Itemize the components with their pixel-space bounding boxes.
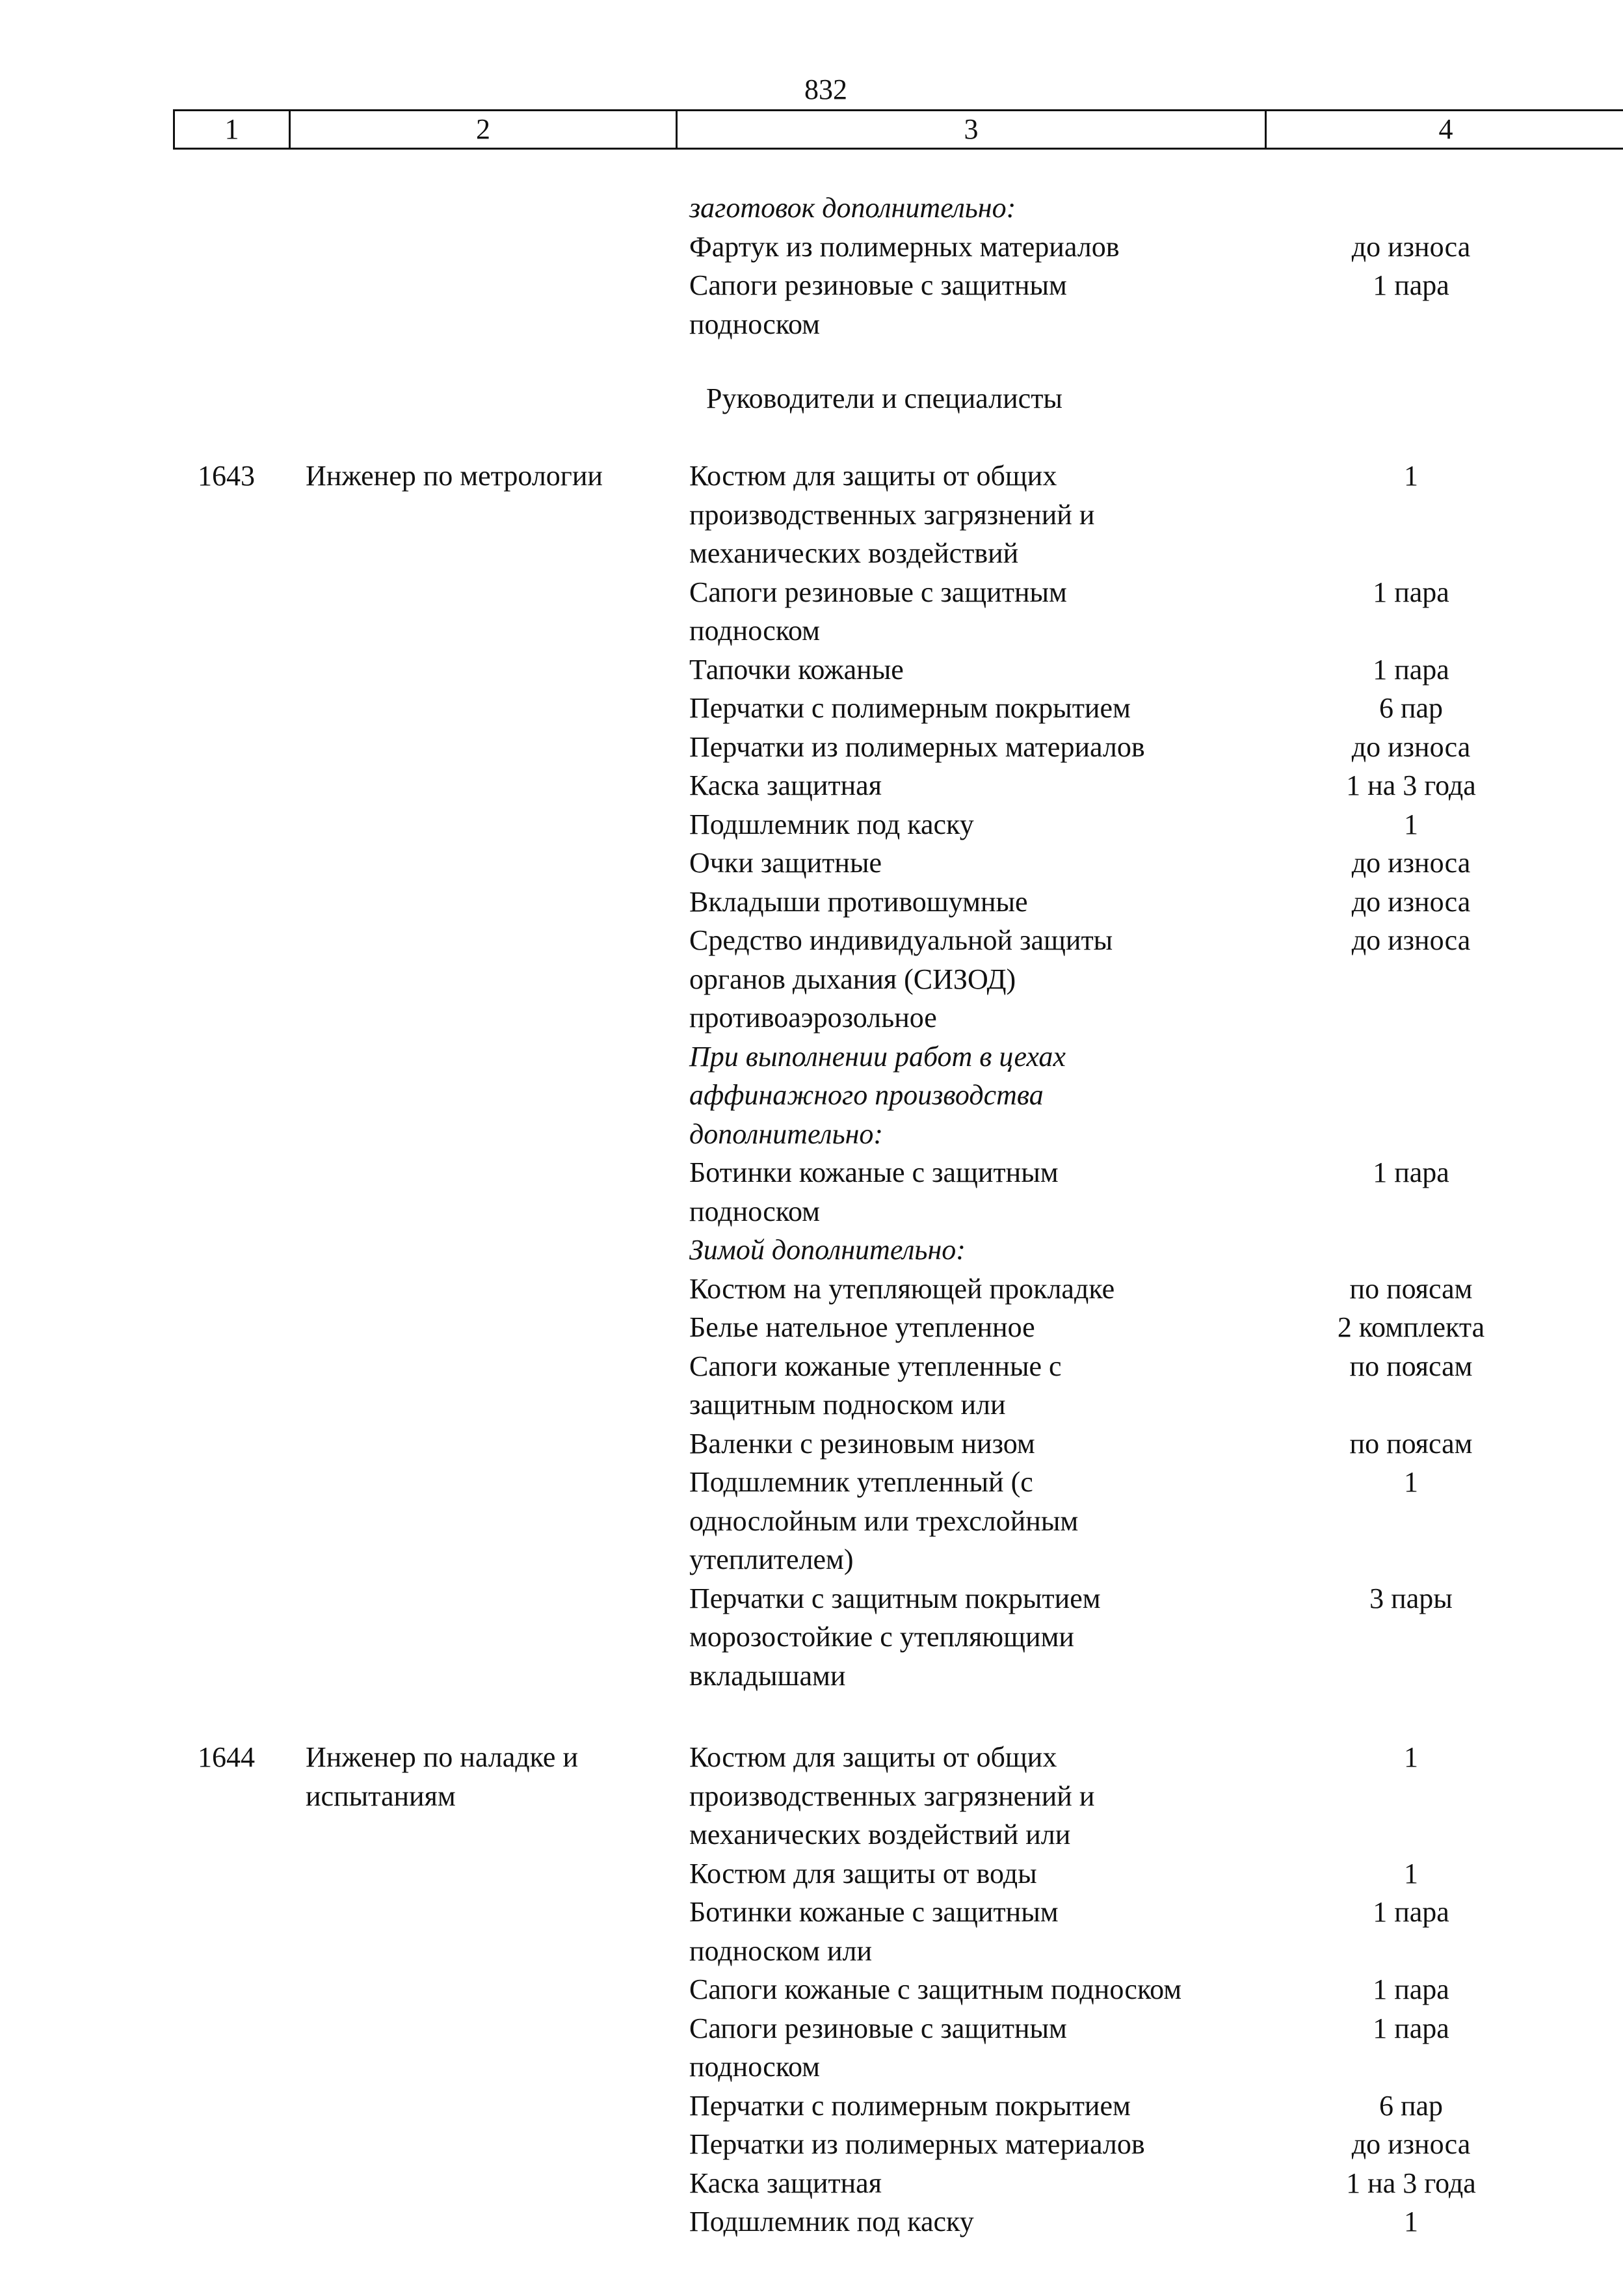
item-text: Перчатки из полимерных материалов xyxy=(689,2128,1145,2160)
item-text: Подшлемник под каску xyxy=(689,2206,974,2237)
item-quantity: 2 комплекта xyxy=(1337,1311,1485,1343)
item-text: Ботинки кожаные с защитным xyxy=(689,1896,1059,1928)
item-text: Подшлемник утепленный (с xyxy=(689,1466,1033,1498)
item-text: Тапочки кожаные xyxy=(689,653,904,686)
item-text: механических воздействий xyxy=(689,537,1019,569)
item-text: утеплителем) xyxy=(689,1543,854,1575)
job-title: Инженер по метрологии xyxy=(306,460,603,492)
item-text: Костюм на утепляющей прокладке xyxy=(689,1272,1115,1305)
entry-number: 1643 xyxy=(198,460,255,492)
item-text: Сапоги резиновые с защитным xyxy=(689,2012,1067,2044)
item-text: Перчатки с полимерным покрытием xyxy=(689,2089,1131,2122)
item-text: подноском xyxy=(689,308,820,340)
item-quantity: 1 xyxy=(1404,2206,1418,2237)
item-text: однослойным или трехслойным xyxy=(689,1504,1079,1537)
item-text: подноском xyxy=(689,2051,820,2083)
item-quantity: до износа xyxy=(1351,847,1471,879)
column-header-1: 1 xyxy=(175,111,291,148)
item-text: Перчатки с полимерным покрытием xyxy=(689,692,1131,724)
item-quantity: 1 xyxy=(1404,1466,1418,1498)
item-quantity: до износа xyxy=(1351,230,1471,263)
item-quantity: 1 xyxy=(1404,460,1418,492)
item-text: аффинажного производства xyxy=(689,1079,1044,1111)
item-text: подноском xyxy=(689,1195,820,1227)
item-text: вкладышами xyxy=(689,1659,846,1692)
item-text: механических воздействий или xyxy=(689,1819,1071,1850)
item-text: органов дыхания (СИЗОД) xyxy=(689,963,1016,995)
item-text: дополнительно: xyxy=(689,1117,884,1150)
item-text: Сапоги резиновые с защитным xyxy=(689,269,1067,301)
item-text: производственных загрязнений и xyxy=(689,498,1095,531)
item-text: производственных загрязнений и xyxy=(689,1780,1095,1812)
item-quantity: 1 пара xyxy=(1373,1973,1449,2005)
item-text: Сапоги кожаные утепленные с xyxy=(689,1350,1062,1382)
item-text: Ботинки кожаные с защитным xyxy=(689,1156,1059,1188)
item-quantity: 1 на 3 года xyxy=(1346,769,1476,801)
item-quantity: 1 на 3 года xyxy=(1346,2167,1476,2199)
page-number: 832 xyxy=(804,73,847,105)
item-text: Фартук из полимерных материалов xyxy=(689,230,1120,263)
item-text: Подшлемник под каску xyxy=(689,808,974,840)
item-quantity: 6 пар xyxy=(1379,692,1444,724)
item-quantity: до износа xyxy=(1351,924,1471,956)
column-header-4: 4 xyxy=(1438,113,1453,145)
item-quantity: 6 пар xyxy=(1379,2089,1444,2122)
item-text: Костюм для защиты от воды xyxy=(689,1857,1037,1889)
column-header-2: 2 xyxy=(291,111,678,148)
job-title: испытаниям xyxy=(306,1780,456,1812)
item-text: Каска защитная xyxy=(689,769,882,801)
item-text: защитным подноском или xyxy=(689,1389,1006,1421)
item-text: подноском или xyxy=(689,1934,873,1967)
item-quantity: 1 пара xyxy=(1373,653,1449,686)
item-text: Костюм для защиты от общих xyxy=(689,460,1057,492)
item-quantity: по поясам xyxy=(1349,1350,1473,1382)
item-text: Сапоги резиновые с защитным xyxy=(689,576,1067,608)
item-text: Белье нательное утепленное xyxy=(689,1311,1035,1343)
item-quantity: до износа xyxy=(1351,730,1471,763)
item-text: Средство индивидуальной защиты xyxy=(689,924,1113,956)
item-text: заготовок дополнительно: xyxy=(689,192,1016,224)
item-text: Перчатки из полимерных материалов xyxy=(689,730,1145,763)
item-text: Костюм для защиты от общих xyxy=(689,1741,1057,1773)
item-text: Вкладыши противошумные xyxy=(689,885,1028,918)
item-text: подноском xyxy=(689,615,820,647)
section-title: Руководители и специалисты xyxy=(706,382,1062,414)
item-quantity: 1 пара xyxy=(1373,269,1449,301)
item-quantity: по поясам xyxy=(1349,1427,1473,1460)
item-quantity: 1 пара xyxy=(1373,1156,1449,1188)
item-text: Сапоги кожаные с защитным подноском xyxy=(689,1973,1182,2005)
item-quantity: по поясам xyxy=(1349,1272,1473,1305)
item-text: Каска защитная xyxy=(689,2167,882,2199)
item-text: При выполнении работ в цехах xyxy=(689,1040,1066,1073)
item-quantity: 1 xyxy=(1404,1741,1418,1773)
item-quantity: до износа xyxy=(1351,885,1471,918)
item-quantity: до износа xyxy=(1351,2128,1471,2160)
item-quantity: 1 пара xyxy=(1373,576,1449,608)
item-quantity: 1 пара xyxy=(1373,1896,1449,1928)
item-text: Зимой дополнительно: xyxy=(689,1234,966,1266)
item-quantity: 1 xyxy=(1404,808,1418,840)
job-title: Инженер по наладке и xyxy=(306,1741,578,1773)
entry-number: 1644 xyxy=(198,1741,255,1773)
item-text: Валенки с резиновым низом xyxy=(689,1427,1035,1460)
item-text: Перчатки с защитным покрытием xyxy=(689,1582,1101,1614)
column-header-row xyxy=(173,109,1623,150)
item-quantity: 1 пара xyxy=(1373,2012,1449,2044)
item-text: морозостойкие с утепляющими xyxy=(689,1621,1074,1653)
item-text: Очки защитные xyxy=(689,847,882,879)
item-text: противоаэрозольное xyxy=(689,1002,937,1034)
item-quantity: 1 xyxy=(1404,1857,1418,1889)
column-header-3: 3 xyxy=(678,111,1267,148)
item-quantity: 3 пары xyxy=(1369,1582,1453,1614)
